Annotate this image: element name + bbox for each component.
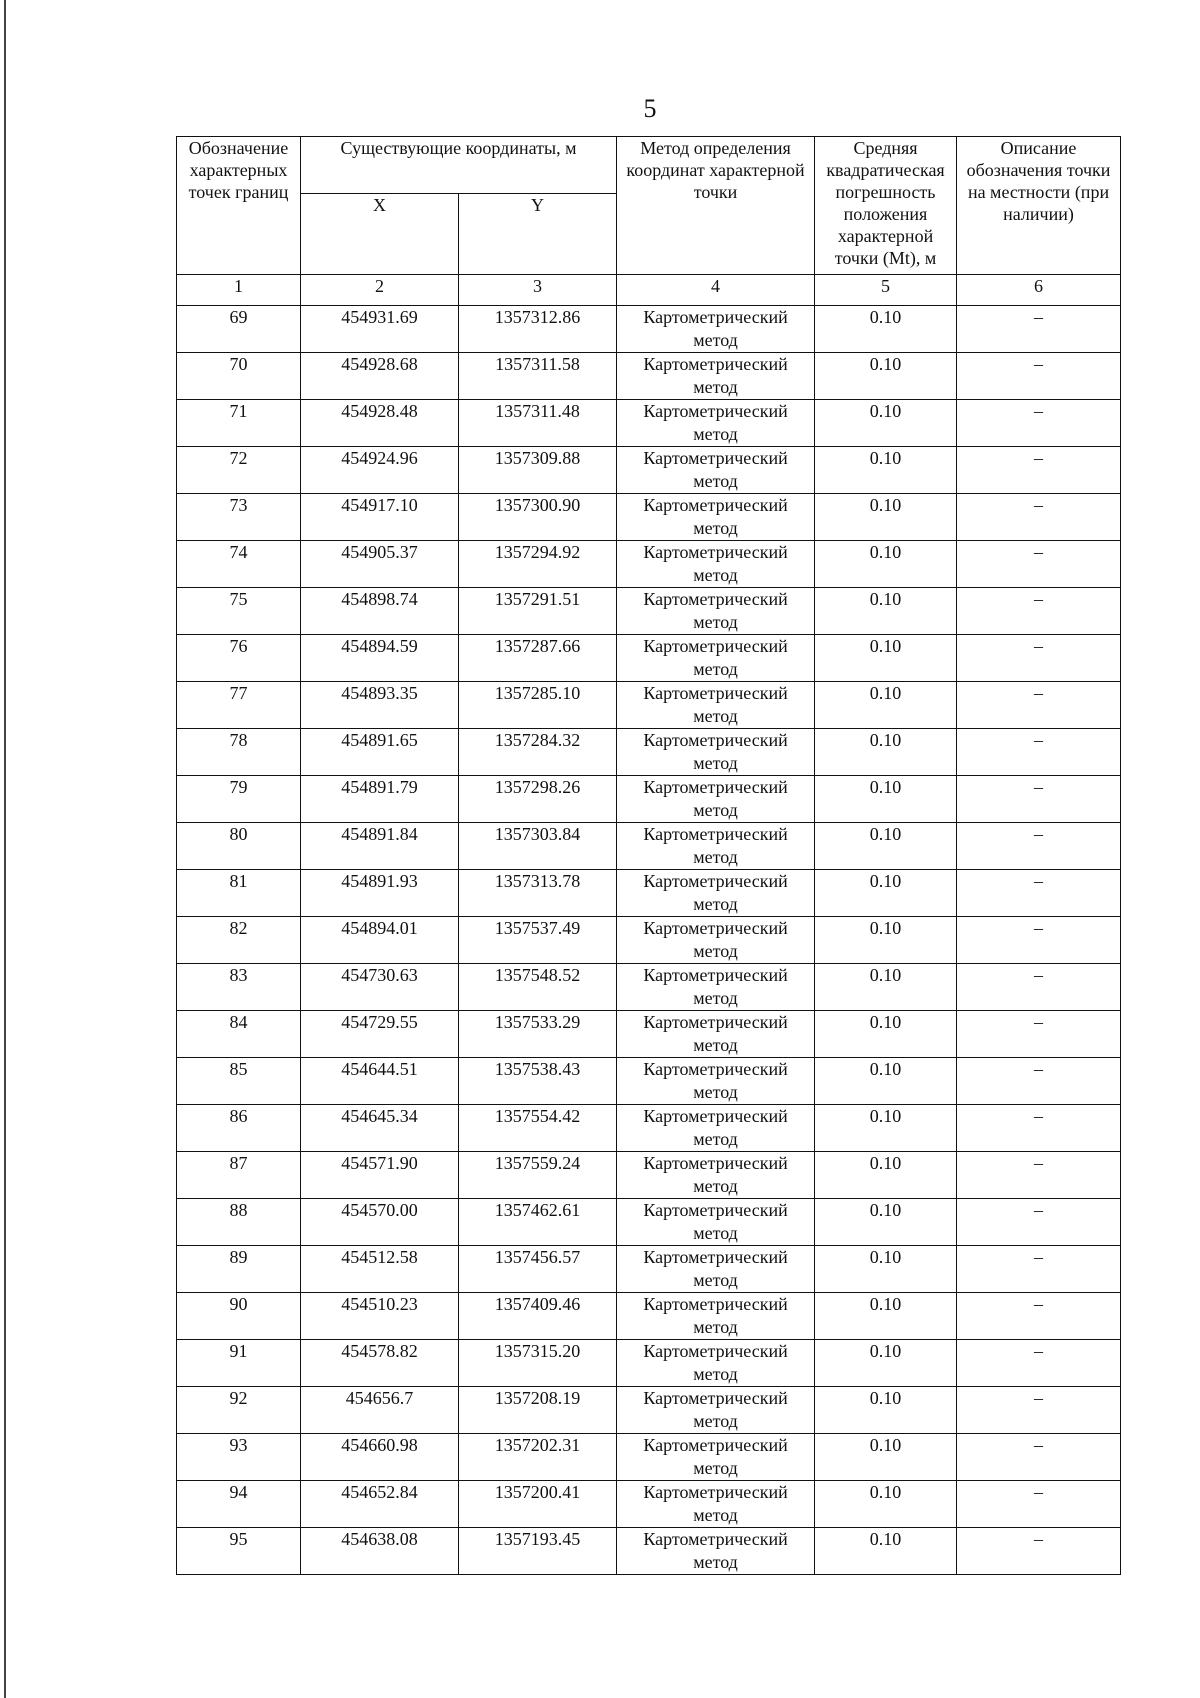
cell-mt: 0.10 bbox=[815, 870, 957, 917]
cell-point-id: 84 bbox=[177, 1011, 301, 1058]
cell-description: – bbox=[957, 682, 1121, 729]
cell-description: – bbox=[957, 1058, 1121, 1105]
cell-point-id: 95 bbox=[177, 1528, 301, 1575]
cell-method: Картометрический метод bbox=[617, 588, 815, 635]
cell-method: Картометрический метод bbox=[617, 1293, 815, 1340]
cell-method: Картометрический метод bbox=[617, 494, 815, 541]
table-body bbox=[177, 306, 1121, 1575]
table-row bbox=[177, 588, 1121, 635]
cell-mt: 0.10 bbox=[815, 588, 957, 635]
cell-method: Картометрический метод bbox=[617, 870, 815, 917]
cell-x: 454578.82 bbox=[301, 1340, 459, 1387]
cell-description: – bbox=[957, 1105, 1121, 1152]
cell-method: Картометрический метод bbox=[617, 917, 815, 964]
table-row bbox=[177, 1152, 1121, 1199]
cell-x: 454645.34 bbox=[301, 1105, 459, 1152]
table-row bbox=[177, 682, 1121, 729]
cell-method: Картометрический метод bbox=[617, 447, 815, 494]
cell-description: – bbox=[957, 729, 1121, 776]
cell-y: 1357311.48 bbox=[459, 400, 617, 447]
cell-mt: 0.10 bbox=[815, 400, 957, 447]
table-row bbox=[177, 1105, 1121, 1152]
cell-description: – bbox=[957, 823, 1121, 870]
cell-mt: 0.10 bbox=[815, 1293, 957, 1340]
cell-x: 454652.84 bbox=[301, 1481, 459, 1528]
cell-point-id: 73 bbox=[177, 494, 301, 541]
cell-x: 454891.65 bbox=[301, 729, 459, 776]
cell-point-id: 89 bbox=[177, 1246, 301, 1293]
cell-x: 454924.96 bbox=[301, 447, 459, 494]
cell-y: 1357462.61 bbox=[459, 1199, 617, 1246]
cell-y: 1357291.51 bbox=[459, 588, 617, 635]
cell-method: Картометрический метод bbox=[617, 1058, 815, 1105]
cell-description: – bbox=[957, 917, 1121, 964]
cell-mt: 0.10 bbox=[815, 1152, 957, 1199]
table-row bbox=[177, 1528, 1121, 1575]
cell-point-id: 94 bbox=[177, 1481, 301, 1528]
cell-point-id: 93 bbox=[177, 1434, 301, 1481]
cell-x: 454656.7 bbox=[301, 1387, 459, 1434]
cell-description: – bbox=[957, 306, 1121, 353]
cell-x: 454512.58 bbox=[301, 1246, 459, 1293]
cell-point-id: 90 bbox=[177, 1293, 301, 1340]
cell-description: – bbox=[957, 1434, 1121, 1481]
cell-x: 454928.48 bbox=[301, 400, 459, 447]
cell-mt: 0.10 bbox=[815, 494, 957, 541]
cell-y: 1357200.41 bbox=[459, 1481, 617, 1528]
header-existing-coordinates: Существующие координаты, м bbox=[301, 137, 617, 194]
cell-y: 1357287.66 bbox=[459, 635, 617, 682]
column-number: 3 bbox=[459, 275, 617, 306]
cell-method: Картометрический метод bbox=[617, 1246, 815, 1293]
header-description: Описание обозначения точки на местности (при наличии) bbox=[957, 137, 1121, 275]
cell-point-id: 74 bbox=[177, 541, 301, 588]
cell-x: 454891.84 bbox=[301, 823, 459, 870]
cell-y: 1357537.49 bbox=[459, 917, 617, 964]
cell-x: 454917.10 bbox=[301, 494, 459, 541]
cell-mt: 0.10 bbox=[815, 1058, 957, 1105]
table-row bbox=[177, 1340, 1121, 1387]
column-number: 4 bbox=[617, 275, 815, 306]
table-row bbox=[177, 776, 1121, 823]
cell-mt: 0.10 bbox=[815, 1387, 957, 1434]
cell-x: 454891.79 bbox=[301, 776, 459, 823]
cell-y: 1357208.19 bbox=[459, 1387, 617, 1434]
cell-mt: 0.10 bbox=[815, 1246, 957, 1293]
cell-y: 1357313.78 bbox=[459, 870, 617, 917]
cell-method: Картометрический метод bbox=[617, 1387, 815, 1434]
cell-point-id: 83 bbox=[177, 964, 301, 1011]
cell-description: – bbox=[957, 353, 1121, 400]
cell-y: 1357315.20 bbox=[459, 1340, 617, 1387]
cell-mt: 0.10 bbox=[815, 1340, 957, 1387]
cell-description: – bbox=[957, 1340, 1121, 1387]
cell-mt: 0.10 bbox=[815, 1011, 957, 1058]
cell-description: – bbox=[957, 1528, 1121, 1575]
header-point-designation: Обозначение характерных точек границ bbox=[177, 137, 301, 275]
cell-point-id: 91 bbox=[177, 1340, 301, 1387]
cell-point-id: 88 bbox=[177, 1199, 301, 1246]
cell-method: Картометрический метод bbox=[617, 964, 815, 1011]
cell-x: 454905.37 bbox=[301, 541, 459, 588]
cell-point-id: 77 bbox=[177, 682, 301, 729]
header-y: Y bbox=[459, 194, 617, 275]
cell-description: – bbox=[957, 1481, 1121, 1528]
cell-description: – bbox=[957, 588, 1121, 635]
header-x: X bbox=[301, 194, 459, 275]
table-row bbox=[177, 306, 1121, 353]
cell-y: 1357298.26 bbox=[459, 776, 617, 823]
cell-x: 454510.23 bbox=[301, 1293, 459, 1340]
cell-x: 454660.98 bbox=[301, 1434, 459, 1481]
cell-mt: 0.10 bbox=[815, 823, 957, 870]
cell-method: Картометрический метод bbox=[617, 353, 815, 400]
cell-mt: 0.10 bbox=[815, 1199, 957, 1246]
cell-description: – bbox=[957, 635, 1121, 682]
table-row bbox=[177, 1481, 1121, 1528]
cell-y: 1357409.46 bbox=[459, 1293, 617, 1340]
cell-y: 1357548.52 bbox=[459, 964, 617, 1011]
cell-method: Картометрический метод bbox=[617, 1011, 815, 1058]
cell-x: 454638.08 bbox=[301, 1528, 459, 1575]
cell-y: 1357202.31 bbox=[459, 1434, 617, 1481]
cell-point-id: 78 bbox=[177, 729, 301, 776]
table-row bbox=[177, 1246, 1121, 1293]
table-row bbox=[177, 964, 1121, 1011]
cell-x: 454891.93 bbox=[301, 870, 459, 917]
cell-description: – bbox=[957, 1387, 1121, 1434]
cell-method: Картометрический метод bbox=[617, 1481, 815, 1528]
cell-point-id: 80 bbox=[177, 823, 301, 870]
cell-method: Картометрический метод bbox=[617, 823, 815, 870]
cell-mt: 0.10 bbox=[815, 1528, 957, 1575]
cell-point-id: 87 bbox=[177, 1152, 301, 1199]
cell-y: 1357312.86 bbox=[459, 306, 617, 353]
cell-x: 454894.01 bbox=[301, 917, 459, 964]
cell-point-id: 82 bbox=[177, 917, 301, 964]
table-row bbox=[177, 1434, 1121, 1481]
cell-mt: 0.10 bbox=[815, 1105, 957, 1152]
table-row bbox=[177, 635, 1121, 682]
column-number: 5 bbox=[815, 275, 957, 306]
cell-y: 1357309.88 bbox=[459, 447, 617, 494]
cell-mt: 0.10 bbox=[815, 776, 957, 823]
cell-point-id: 79 bbox=[177, 776, 301, 823]
cell-description: – bbox=[957, 1199, 1121, 1246]
cell-point-id: 76 bbox=[177, 635, 301, 682]
coordinates-table bbox=[176, 136, 1121, 1575]
cell-x: 454894.59 bbox=[301, 635, 459, 682]
table-row bbox=[177, 541, 1121, 588]
cell-method: Картометрический метод bbox=[617, 1199, 815, 1246]
cell-mt: 0.10 bbox=[815, 353, 957, 400]
cell-method: Картометрический метод bbox=[617, 541, 815, 588]
cell-description: – bbox=[957, 870, 1121, 917]
cell-point-id: 85 bbox=[177, 1058, 301, 1105]
cell-description: – bbox=[957, 494, 1121, 541]
scan-edge-line bbox=[4, 0, 6, 1698]
cell-point-id: 71 bbox=[177, 400, 301, 447]
table-row bbox=[177, 1058, 1121, 1105]
cell-point-id: 72 bbox=[177, 447, 301, 494]
cell-y: 1357533.29 bbox=[459, 1011, 617, 1058]
table-row bbox=[177, 1011, 1121, 1058]
cell-description: – bbox=[957, 400, 1121, 447]
cell-y: 1357303.84 bbox=[459, 823, 617, 870]
cell-point-id: 75 bbox=[177, 588, 301, 635]
cell-method: Картометрический метод bbox=[617, 1434, 815, 1481]
cell-y: 1357300.90 bbox=[459, 494, 617, 541]
cell-x: 454644.51 bbox=[301, 1058, 459, 1105]
cell-description: – bbox=[957, 964, 1121, 1011]
table-row bbox=[177, 729, 1121, 776]
cell-x: 454730.63 bbox=[301, 964, 459, 1011]
cell-y: 1357285.10 bbox=[459, 682, 617, 729]
cell-y: 1357538.43 bbox=[459, 1058, 617, 1105]
cell-mt: 0.10 bbox=[815, 306, 957, 353]
cell-y: 1357294.92 bbox=[459, 541, 617, 588]
cell-x: 454931.69 bbox=[301, 306, 459, 353]
cell-point-id: 70 bbox=[177, 353, 301, 400]
table-row bbox=[177, 917, 1121, 964]
cell-mt: 0.10 bbox=[815, 635, 957, 682]
table-row bbox=[177, 1199, 1121, 1246]
cell-method: Картометрический метод bbox=[617, 1152, 815, 1199]
cell-y: 1357311.58 bbox=[459, 353, 617, 400]
cell-x: 454571.90 bbox=[301, 1152, 459, 1199]
cell-mt: 0.10 bbox=[815, 447, 957, 494]
cell-mt: 0.10 bbox=[815, 729, 957, 776]
cell-mt: 0.10 bbox=[815, 682, 957, 729]
cell-y: 1357284.32 bbox=[459, 729, 617, 776]
cell-method: Картометрический метод bbox=[617, 682, 815, 729]
cell-description: – bbox=[957, 447, 1121, 494]
cell-method: Картометрический метод bbox=[617, 1105, 815, 1152]
table-row bbox=[177, 1387, 1121, 1434]
column-number: 1 bbox=[177, 275, 301, 306]
cell-x: 454898.74 bbox=[301, 588, 459, 635]
cell-y: 1357193.45 bbox=[459, 1528, 617, 1575]
cell-method: Картометрический метод bbox=[617, 400, 815, 447]
table-row bbox=[177, 870, 1121, 917]
table-row bbox=[177, 400, 1121, 447]
cell-description: – bbox=[957, 776, 1121, 823]
table-row bbox=[177, 353, 1121, 400]
cell-mt: 0.10 bbox=[815, 541, 957, 588]
cell-x: 454570.00 bbox=[301, 1199, 459, 1246]
cell-description: – bbox=[957, 1152, 1121, 1199]
cell-y: 1357554.42 bbox=[459, 1105, 617, 1152]
cell-description: – bbox=[957, 1293, 1121, 1340]
cell-x: 454928.68 bbox=[301, 353, 459, 400]
cell-mt: 0.10 bbox=[815, 964, 957, 1011]
cell-point-id: 92 bbox=[177, 1387, 301, 1434]
table-row bbox=[177, 1293, 1121, 1340]
page-number: 5 bbox=[643, 94, 657, 123]
cell-mt: 0.10 bbox=[815, 917, 957, 964]
column-number: 2 bbox=[301, 275, 459, 306]
header-mean-error: Средняя квадратическая погрешность положения характерной точки (Mt), м bbox=[815, 137, 957, 275]
table-row bbox=[177, 494, 1121, 541]
cell-description: – bbox=[957, 1011, 1121, 1058]
cell-y: 1357456.57 bbox=[459, 1246, 617, 1293]
cell-point-id: 86 bbox=[177, 1105, 301, 1152]
cell-y: 1357559.24 bbox=[459, 1152, 617, 1199]
column-number: 6 bbox=[957, 275, 1121, 306]
header-method: Метод определения координат характерной точки bbox=[617, 137, 815, 275]
cell-method: Картометрический метод bbox=[617, 729, 815, 776]
cell-x: 454893.35 bbox=[301, 682, 459, 729]
cell-method: Картометрический метод bbox=[617, 306, 815, 353]
cell-method: Картометрический метод bbox=[617, 1340, 815, 1387]
cell-description: – bbox=[957, 541, 1121, 588]
cell-method: Картометрический метод bbox=[617, 1528, 815, 1575]
cell-description: – bbox=[957, 1246, 1121, 1293]
cell-point-id: 81 bbox=[177, 870, 301, 917]
cell-mt: 0.10 bbox=[815, 1434, 957, 1481]
cell-point-id: 69 bbox=[177, 306, 301, 353]
table-row bbox=[177, 447, 1121, 494]
cell-x: 454729.55 bbox=[301, 1011, 459, 1058]
table-row bbox=[177, 823, 1121, 870]
cell-method: Картометрический метод bbox=[617, 776, 815, 823]
cell-mt: 0.10 bbox=[815, 1481, 957, 1528]
cell-method: Картометрический метод bbox=[617, 635, 815, 682]
